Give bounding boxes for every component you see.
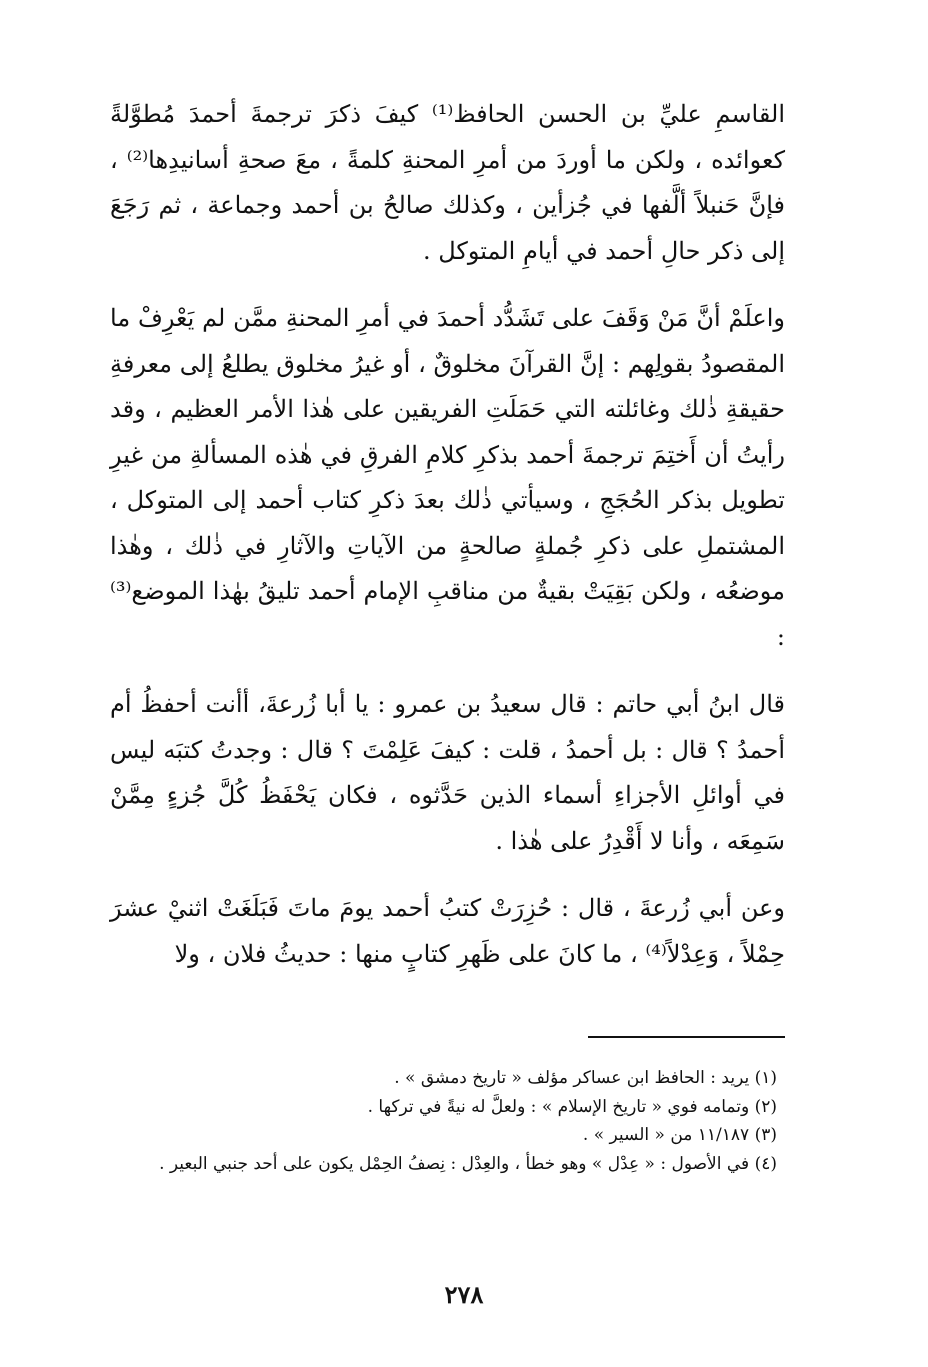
paragraph-2: واعلَمْ أنَّ مَنْ وَقَفَ على تَشَدُّد أحمدَ في أمرِ المحنةِ ممَّن لم يَعْرِفْ ما المقصودُ بقولِهم : إنَّ القرآنَ مخلوقٌ ، أو غيرُ مخلوق يطلعُ إلى معرفةِ حقيقةِ ذٰلك وغائلته التي حَمَلَتِ الفريقين على هٰذا الأمر العظيم ، وقد رأيتُ أن أَختِمَ ترجمةَ أحمد بذكرِ كلامِ الفرقِ في هٰذه المسألةِ من غيرِ تطويل بذكر الحُجَجِ ، وسيأتي ذٰلك بعدَ ذكرِ كتاب أحمد إلى المتوكل ، المشتملِ على ذكرِ جُملةٍ صالحةٍ من الآياتِ والآثارِ في ذٰلك ، وهٰذا موضعُه ، ولكن بَقِيَتْ بقيةٌ من مناقبِ الإمام أحمد تليقُ بهٰذا الموضع⁽³⁾ :	[110, 304, 785, 651]
paragraph-3: قال ابنُ أبي حاتم : قال سعيدُ بن عمرو : يا أبا زُرعةَ، أأنت أحفظُ أم أحمدُ ؟ قال : بل أحمدُ ، قلت : كيفَ عَلِمْتَ ؟ قال : وجدتُ كتبَه ليس في أوائلِ الأجزاءِ أسماء الذين حَدَّثوه ، فكان يَحْفَظُ كُلَّ جُزءٍ مِمَّنْ سَمِعَه ، وأنا لا أَقْدِرُ على هٰذا .	[110, 690, 785, 855]
main-text	[110, 92, 785, 977]
footnote-divider	[588, 1036, 785, 1038]
paragraph-4: وعن أبي زُرعةَ ، قال : حُزِرَتْ كتبُ أحمد يومَ ماتَ فَبَلَغَتْ اثنيْ عشرَ حِمْلاً ، وَعِدْلاً⁽⁴⁾ ، ما كانَ على ظَهرِ كتابٍ منها : حديثُ فلان ، ولا	[110, 894, 785, 968]
footnote-4: (٤) في الأصول : « عِدْل » وهو خطأ ، والعِدْل : نِصفُ الحِمْل يكون على أحد جنبي البعير .	[159, 1153, 777, 1174]
footnotes	[110, 1064, 777, 1178]
footnote-3: (٣) ١١/١٨٧ من « السير » .	[582, 1125, 777, 1145]
footnote-1: (١) يريد : الحافظ ابن عساكر مؤلف « تاريخ دمشق » .	[394, 1068, 777, 1088]
page-number: ٢٧٨	[444, 1280, 484, 1309]
footnote-2: (٢) وتمامه فوي « تاريخ الإسلام » : ولعلَّ له نيةً في تركها .	[367, 1096, 777, 1117]
paragraph-1: القاسمِ عليِّ بن الحسن الحافظ⁽¹⁾ كيفَ ذكرَ ترجمةَ أحمدَ مُطوَّلةً كعوائده ، ولكن ما أوردَ من أمرِ المحنةِ كلمةً ، معَ صحةِ أسانيدِها⁽²⁾ ، فإنَّ حَنبلاً ألَّفها في جُزأين ، وكذلك صالحُ بن أحمد وجماعة ، ثم رَجَعَ إلى ذكر حالِ أحمد في أيامِ المتوكل .	[110, 100, 785, 265]
